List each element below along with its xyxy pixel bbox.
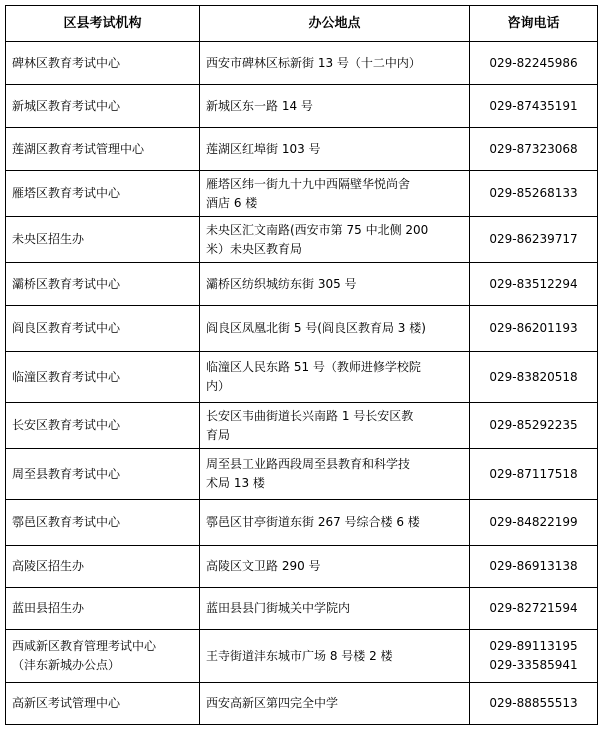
table-row [6, 128, 598, 171]
address-cell-line: 内） [206, 379, 231, 393]
phone-cell [470, 85, 598, 128]
table-row [6, 630, 598, 683]
address-cell-line: 临潼区人民东路 51 号（教师进修学校院 [206, 360, 421, 374]
address-cell-line: 蓝田县县门街城关中学院内 [206, 601, 351, 615]
agency-cell [6, 683, 200, 725]
address-cell-line: 灞桥区纺织城纺东街 305 号 [206, 276, 357, 291]
address-cell-line: 阎良区凤凰北街 5 号(阎良区教育局 3 楼) [206, 321, 426, 335]
address-cell-line: 周至县工业路西段周至县教育和科学技 [206, 457, 411, 471]
agency-cell-line: 灞桥区教育考试中心 [12, 276, 121, 291]
agency-cell [6, 171, 200, 217]
address-cell [200, 352, 470, 403]
address-cell [200, 630, 470, 683]
agency-cell-line: 高陵区招生办 [12, 559, 85, 573]
address-cell-line: 西安市碑林区标新街 13 号（十二中内） [206, 55, 421, 70]
table-row [6, 171, 598, 217]
phone-cell-line: 029-86201193 [489, 321, 578, 335]
phone-cell [470, 128, 598, 171]
phone-cell-line: 029-87435191 [489, 98, 578, 113]
phone-cell [470, 217, 598, 263]
phone-cell [470, 683, 598, 725]
agency-cell [6, 42, 200, 85]
address-cell-line: 雁塔区纬一街九十九中西隔壁华悦尚舍 [206, 176, 411, 191]
phone-cell [470, 500, 598, 546]
address-cell [200, 217, 470, 263]
agency-cell [6, 630, 200, 683]
phone-cell-line: 029-83820518 [489, 369, 578, 384]
phone-cell [470, 546, 598, 588]
table-row [6, 352, 598, 403]
address-cell [200, 500, 470, 546]
table-row [6, 85, 598, 128]
agency-cell-line: 未央区招生办 [12, 232, 85, 246]
address-cell-line: 酒店 6 楼 [206, 195, 258, 210]
phone-cell-line: 029-86239717 [489, 232, 578, 246]
agency-cell-line: 临潼区教育考试中心 [12, 369, 121, 384]
agency-cell [6, 546, 200, 588]
address-cell-line: 米）未央区教育局 [206, 241, 303, 256]
address-cell [200, 588, 470, 630]
agency-cell [6, 263, 200, 306]
phone-cell-line: 029-87323068 [489, 141, 578, 156]
table-row [6, 683, 598, 725]
phone-cell [470, 263, 598, 306]
phone-cell-line: 029-84822199 [489, 515, 578, 529]
agency-cell-line: （沣东新城办公点） [12, 658, 121, 672]
table-row [6, 217, 598, 263]
table-row [6, 42, 598, 85]
address-cell [200, 171, 470, 217]
phone-cell-line: 029-83512294 [489, 276, 578, 291]
table-header-row [6, 6, 598, 42]
address-cell-line: 未央区汇文南路(西安市第 75 中北侧 200 [206, 222, 429, 237]
phone-cell [470, 630, 598, 683]
phone-cell-line: 029-85292235 [489, 418, 578, 432]
agency-cell [6, 588, 200, 630]
header-address: 办公地点 [200, 6, 470, 42]
address-cell [200, 683, 470, 725]
agency-cell-line: 鄠邑区教育考试中心 [12, 515, 121, 529]
agency-cell [6, 306, 200, 352]
table-row [6, 403, 598, 449]
phone-cell [470, 403, 598, 449]
phone-cell-line: 029-86913138 [489, 559, 578, 573]
header-agency: 区县考试机构 [6, 6, 200, 42]
agency-cell-line: 蓝田县招生办 [12, 601, 85, 615]
table-row [6, 306, 598, 352]
table-row [6, 588, 598, 630]
phone-cell-line: 029-88855513 [489, 696, 578, 710]
phone-cell [470, 42, 598, 85]
table-row [6, 500, 598, 546]
phone-cell-line: 029-33585941 [489, 658, 578, 672]
agency-cell-line: 阎良区教育考试中心 [12, 321, 121, 335]
address-cell-line: 鄠邑区甘亭街道东街 267 号综合楼 6 楼 [206, 515, 420, 529]
address-cell-line: 西安高新区第四完全中学 [206, 696, 339, 710]
agency-cell [6, 217, 200, 263]
address-cell [200, 263, 470, 306]
phone-cell [470, 306, 598, 352]
phone-cell [470, 588, 598, 630]
address-cell [200, 85, 470, 128]
phone-cell-line: 029-82721594 [489, 601, 578, 615]
phone-cell-line: 029-82245986 [489, 55, 578, 70]
address-cell-line: 育局 [206, 427, 231, 442]
header-phone: 咨询电话 [470, 6, 598, 42]
phone-cell [470, 171, 598, 217]
agency-cell-line: 长安区教育考试中心 [12, 418, 121, 432]
address-cell-line: 长安区韦曲街道长兴南路 1 号长安区教 [206, 408, 414, 423]
agency-cell [6, 500, 200, 546]
agency-cell [6, 449, 200, 500]
agency-cell-line: 新城区教育考试中心 [12, 98, 121, 113]
address-cell-line: 莲湖区红埠街 103 号 [206, 141, 321, 156]
agency-cell [6, 403, 200, 449]
table-body [6, 42, 598, 725]
table-row [6, 449, 598, 500]
exam-agency-directory-table [5, 5, 598, 725]
address-cell [200, 403, 470, 449]
address-cell [200, 449, 470, 500]
agency-cell-line: 莲湖区教育考试管理中心 [12, 141, 145, 156]
phone-cell [470, 352, 598, 403]
table-row [6, 546, 598, 588]
agency-cell-line: 西咸新区教育管理考试中心 [12, 639, 157, 653]
agency-cell-line: 雁塔区教育考试中心 [12, 186, 121, 200]
agency-cell [6, 128, 200, 171]
address-cell [200, 306, 470, 352]
address-cell-line: 高陵区文卫路 290 号 [206, 559, 321, 573]
phone-cell-line: 029-85268133 [489, 186, 578, 200]
agency-cell [6, 352, 200, 403]
address-cell [200, 42, 470, 85]
address-cell-line: 王寺街道沣东城市广场 8 号楼 2 楼 [206, 648, 393, 663]
agency-cell-line: 周至县教育考试中心 [12, 466, 121, 481]
agency-cell-line: 碑林区教育考试中心 [12, 55, 121, 70]
table-row [6, 263, 598, 306]
address-cell-line: 新城区东一路 14 号 [206, 98, 313, 113]
phone-cell [470, 449, 598, 500]
address-cell [200, 128, 470, 171]
phone-cell-line: 029-87117518 [489, 466, 578, 481]
agency-cell [6, 85, 200, 128]
address-cell-line: 术局 13 楼 [206, 476, 265, 490]
agency-cell-line: 高新区考试管理中心 [12, 696, 121, 710]
phone-cell-line: 029-89113195 [489, 639, 578, 653]
address-cell [200, 546, 470, 588]
